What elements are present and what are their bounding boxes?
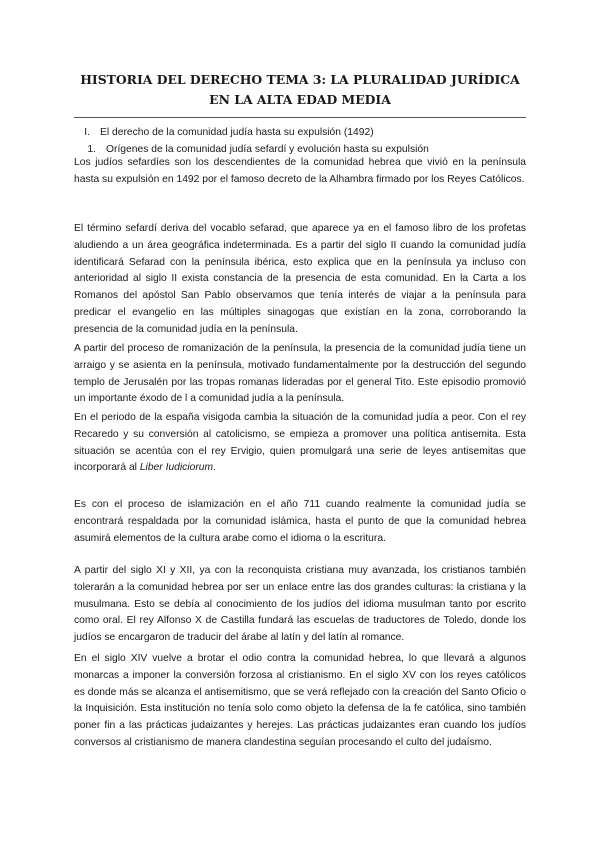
paragraph-romanization: A partir del proceso de romanización de la península, la presencia de la comunidad judía tiene un arraigo y se asienta en la península, motivado fundamentalmente por la destrucción del segundo templo de Jerusalén por las tropas romanas lideradas por el general Tito. Este episodio promovió un importante éxodo de l a comunidad judía a la península. [74,343,526,405]
visigoth-end: . [213,462,216,474]
outline-marker: 1. [87,144,96,155]
visigoth-text: En el periodo de la españa visigoda cambia la situación de la comunidad judía a peor. Con el rey Recaredo y su conversión al catolicismo, se empieza a promover una política antisemita. Esta situación se acentúa con el rey Ervigio, quien promulgará una serie de leyes antisemitas que incorporará al [74,412,526,474]
paragraph-sefardies: Los judíos sefardíes son los descendientes de la comunidad hebrea que vivió en la península hasta su expulsión en 1492 por el famoso decreto de la Alhambra firmado por los Reyes Católicos. [74,157,526,185]
paragraph-islamization: Es con el proceso de islamización en el año 711 cuando realmente la comunidad judía se encontrará respaldada por la comunidad islámica, hasta el punto de que la comunidad hebrea asumirá elementos de la cultura arabe como el idioma o la escritura. [74,499,526,544]
paragraph-visigoth [74,410,526,477]
outline-text: Orígenes de la comunidad judía sefardí y evolución hasta su expulsión [106,144,429,155]
paragraph-inquisition: En el siglo XIV vuelve a brotar el odio contra la comunidad hebrea, lo que llevará a algunos monarcas a imponer la conversión forzosa al cristianismo. En el siglo XV con los reyes católicos es donde más se alcanza el antisemitismo, que se verá reflejado con la creación del Santo Oficio o la Inquisición. Esta institución no tenía solo como objeto la defensa de la fe católica, sino también poner fin a las prácticas judaizantes y herejes. Las prácticas judaizantes eran cuando los judíos conversos al cristianismo de manera clandestina seguían procesando el culto del judaísmo. [74,653,526,748]
liber-iudiciorum-title: Liber Iudiciorum [139,462,214,474]
outline-text: El derecho de la comunidad judía hasta su expulsión (1492) [100,127,374,138]
page-title: HISTORIA DEL DERECHO TEMA 3: LA PLURALIDAD JURÍDICA EN LA ALTA EDAD MEDIA [80,72,520,107]
outline-item-section [74,125,526,140]
outline-marker: I. [84,127,90,138]
paragraph-sefarad-origin: El término sefardí deriva del vocablo sefarad, que aparece ya en el famoso libro de los profetas aludiendo a un área geográfica indeterminada. Es a partir del siglo II cuando la comunidad judía identificará Sefarad con la península ibérica, esto explica que en la península ya incluso con anterioridad al siglo II exista constancia de la presencia de esta comunidad. En la Carta a los Romanos del apóstol San Pablo observamos que tenía interés de viajar a la península para predicar el evangelio en las múltiples sinagogas que existían en la zona, corroborando la presencia de la comunidad judía en la península. [74,223,526,335]
title-divider [74,117,526,118]
paragraph-reconquista: A partir del siglo XI y XII, ya con la reconquista cristiana muy avanzada, los cristianos también tolerarán a la comunidad hebrea por ser un enlace entre las dos grandes culturas: la cristiana y la musulmana. Esto se debía al conocimiento de los judíos del idioma musulman tanto por escrito como oral. El rey Alfonso X de Castilla fundará las escuelas de traductores de Toledo, donde los judíos se encargaron de traducir del árabe al latín y del latín al romance. [74,565,526,644]
